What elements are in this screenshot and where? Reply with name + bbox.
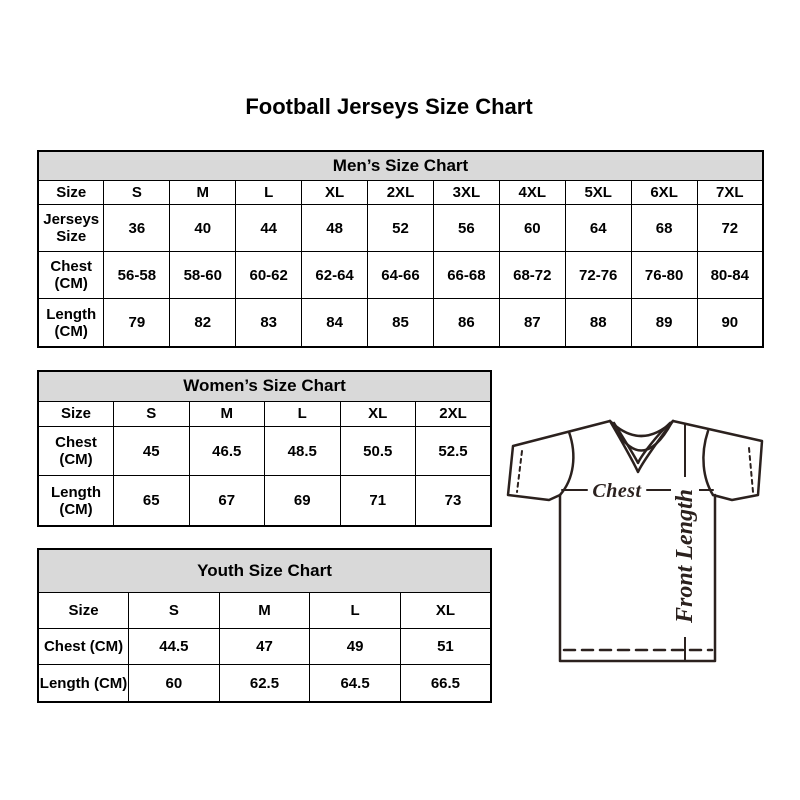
row-label: Size	[38, 592, 129, 628]
size-cell: 82	[170, 299, 236, 347]
size-cell: 40	[170, 204, 236, 251]
size-cell: 51	[400, 629, 491, 665]
size-cell: L	[310, 592, 401, 628]
size-cell: M	[170, 180, 236, 204]
size-cell: 86	[433, 299, 499, 347]
size-cell: 60-62	[236, 252, 302, 299]
jersey-left-cuff-stitch	[517, 451, 522, 492]
size-cell: 47	[219, 629, 310, 665]
size-cell: 66-68	[433, 252, 499, 299]
size-cell: 68	[631, 204, 697, 251]
row-label: Length (CM)	[38, 476, 114, 526]
table-title: Youth Size Chart	[38, 549, 491, 592]
size-cell: XL	[340, 401, 416, 426]
size-cell: 62-64	[302, 252, 368, 299]
jersey-right-cuff-stitch	[749, 448, 753, 492]
front-length-label: Front Length	[672, 488, 698, 624]
table-title: Men’s Size Chart	[38, 151, 763, 180]
size-cell: 64.5	[310, 665, 401, 702]
size-cell: S	[104, 180, 170, 204]
size-cell: 2XL	[416, 401, 492, 426]
size-cell: 49	[310, 629, 401, 665]
size-cell: 3XL	[433, 180, 499, 204]
size-cell: S	[114, 401, 190, 426]
row-label: Size	[38, 180, 104, 204]
size-cell: 58-60	[170, 252, 236, 299]
size-cell: 50.5	[340, 427, 416, 476]
size-cell: 80-84	[697, 252, 763, 299]
size-cell: 44.5	[129, 629, 220, 665]
size-cell: XL	[302, 180, 368, 204]
size-cell: S	[129, 592, 220, 628]
page-title: Football Jerseys Size Chart	[245, 94, 533, 119]
jersey-left-armhole-seam	[560, 432, 573, 495]
size-cell: L	[236, 180, 302, 204]
size-cell: 62.5	[219, 665, 310, 702]
size-cell: 89	[631, 299, 697, 347]
youth-size-table	[37, 548, 492, 703]
size-cell: M	[189, 401, 265, 426]
size-cell: 87	[499, 299, 565, 347]
womens-size-table	[37, 370, 492, 527]
row-label: Length (CM)	[38, 299, 104, 347]
size-cell: 67	[189, 476, 265, 526]
size-cell: 48.5	[265, 427, 341, 476]
table-title: Women’s Size Chart	[38, 371, 491, 401]
row-label: Jerseys Size	[38, 204, 104, 251]
size-cell: 69	[265, 476, 341, 526]
size-cell: 64-66	[368, 252, 434, 299]
size-cell: 73	[416, 476, 492, 526]
jersey-right-armhole-seam	[703, 431, 713, 495]
size-cell: 56-58	[104, 252, 170, 299]
size-cell: 88	[565, 299, 631, 347]
size-cell: 48	[302, 204, 368, 251]
row-label: Length (CM)	[38, 665, 129, 702]
size-cell: 72	[697, 204, 763, 251]
size-cell: 44	[236, 204, 302, 251]
size-cell: 4XL	[499, 180, 565, 204]
size-cell: 76-80	[631, 252, 697, 299]
size-cell: 83	[236, 299, 302, 347]
size-cell: 2XL	[368, 180, 434, 204]
size-cell: XL	[400, 592, 491, 628]
size-cell: 60	[499, 204, 565, 251]
size-cell: 7XL	[697, 180, 763, 204]
size-cell: 5XL	[565, 180, 631, 204]
row-label: Chest (CM)	[38, 252, 104, 299]
row-label: Size	[38, 401, 114, 426]
size-cell: L	[265, 401, 341, 426]
size-cell: 71	[340, 476, 416, 526]
size-cell: 52.5	[416, 427, 492, 476]
size-cell: 68-72	[499, 252, 565, 299]
size-cell: 64	[565, 204, 631, 251]
size-cell: 46.5	[189, 427, 265, 476]
size-cell: 65	[114, 476, 190, 526]
jersey-measurement-diagram	[500, 393, 780, 685]
size-cell: 52	[368, 204, 434, 251]
size-cell: 85	[368, 299, 434, 347]
row-label: Chest (CM)	[38, 629, 129, 665]
mens-size-table	[37, 150, 764, 348]
size-cell: 90	[697, 299, 763, 347]
size-cell: 79	[104, 299, 170, 347]
size-cell: 66.5	[400, 665, 491, 702]
size-cell: 45	[114, 427, 190, 476]
size-cell: 60	[129, 665, 220, 702]
size-cell: 36	[104, 204, 170, 251]
row-label: Chest (CM)	[38, 427, 114, 476]
size-cell: 6XL	[631, 180, 697, 204]
size-cell: 56	[433, 204, 499, 251]
size-cell: 72-76	[565, 252, 631, 299]
size-cell: M	[219, 592, 310, 628]
size-cell: 84	[302, 299, 368, 347]
chest-label: Chest	[592, 480, 642, 502]
